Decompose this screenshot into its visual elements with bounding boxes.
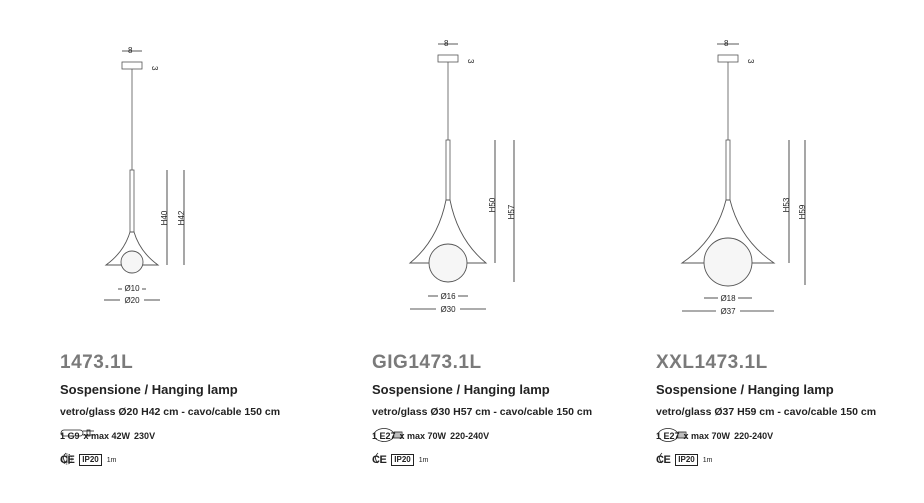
bulb-type: 1 E27 bbox=[372, 431, 396, 441]
dim-canopy-height: 3 bbox=[746, 59, 755, 64]
product-spec: vetro/glass Ø37 H59 cm - cavo/cable 150 cm bbox=[656, 406, 877, 418]
bulb-row bbox=[656, 427, 773, 445]
dim-canopy-height: 3 bbox=[150, 66, 159, 71]
product-spec: vetro/glass Ø20 H42 cm - cavo/cable 150 cm bbox=[60, 406, 281, 418]
bulb-row bbox=[372, 427, 489, 445]
bulb-row bbox=[60, 427, 155, 445]
g9-bulb-icon bbox=[60, 427, 96, 439]
ce-mark: CE bbox=[372, 454, 387, 466]
canopy bbox=[718, 55, 738, 62]
ip-rating: IP20 bbox=[79, 454, 101, 466]
dim-outer-height: H42 bbox=[177, 210, 186, 226]
lamp-1473-drawing bbox=[0, 0, 300, 340]
ip-rating: IP20 bbox=[675, 454, 697, 466]
product-code: 1473.1L bbox=[60, 352, 134, 373]
bulb-type: 1 E27 bbox=[656, 431, 680, 441]
ce-mark: CE bbox=[60, 454, 75, 466]
product-type: Sospensione / Hanging lamp bbox=[60, 382, 238, 397]
bulb-power: x max 70W bbox=[399, 431, 447, 441]
canopy bbox=[122, 62, 142, 69]
bulb-power: x max 42W bbox=[83, 431, 131, 441]
bulb-power: x max 70W bbox=[683, 431, 731, 441]
dim-diam-large: Ø37 bbox=[720, 307, 736, 316]
lamp-gig1473-drawing bbox=[300, 0, 600, 340]
product-code: GIG1473.1L bbox=[372, 352, 482, 373]
lamp-xxl1473-drawing bbox=[600, 0, 900, 340]
bulb-voltage: 230V bbox=[134, 431, 156, 441]
product-spec: vetro/glass Ø30 H57 cm - cavo/cable 150 cm bbox=[372, 406, 593, 418]
product-xxl1473 bbox=[600, 0, 900, 503]
dim-diam-large: Ø20 bbox=[124, 296, 140, 305]
dim-inner-height: H40 bbox=[160, 210, 169, 226]
dim-canopy-width: 8 bbox=[724, 39, 729, 48]
bulb-voltage: 220-240V bbox=[450, 431, 490, 441]
product-gig1473 bbox=[300, 0, 600, 503]
dim-inner-height: H53 bbox=[782, 197, 791, 213]
cable-length-label: 1m bbox=[418, 456, 429, 464]
product-type: Sospensione / Hanging lamp bbox=[372, 382, 550, 397]
dim-canopy-width: 8 bbox=[128, 46, 133, 55]
cable-icon bbox=[656, 452, 664, 464]
cert-row bbox=[372, 452, 428, 468]
cable-icon bbox=[60, 452, 68, 464]
e27-bulb-icon bbox=[372, 427, 406, 443]
ip-rating: IP20 bbox=[391, 454, 413, 466]
dim-outer-height: H57 bbox=[507, 204, 516, 220]
bulb-type: 1 G9 bbox=[60, 431, 80, 441]
glass-sphere bbox=[429, 244, 467, 282]
e27-bulb-icon bbox=[656, 427, 690, 443]
cert-row bbox=[60, 452, 116, 468]
cable-icon bbox=[372, 452, 380, 464]
glass-sphere bbox=[121, 251, 143, 273]
product-type: Sospensione / Hanging lamp bbox=[656, 382, 834, 397]
dim-outer-height: H59 bbox=[798, 204, 807, 220]
glass-sphere bbox=[704, 238, 752, 286]
bulb-voltage: 220-240V bbox=[734, 431, 774, 441]
dim-diam-small: Ø18 bbox=[720, 294, 736, 303]
cable-length-label: 1m bbox=[106, 456, 117, 464]
product-code: XXL1473.1L bbox=[656, 352, 768, 373]
dim-diam-small: Ø10 bbox=[124, 284, 140, 293]
dim-diam-small: Ø16 bbox=[440, 292, 456, 301]
ce-mark: CE bbox=[656, 454, 671, 466]
dim-canopy-width: 8 bbox=[444, 39, 449, 48]
dim-canopy-height: 3 bbox=[466, 59, 475, 64]
dim-inner-height: H50 bbox=[488, 197, 497, 213]
canopy bbox=[438, 55, 458, 62]
product-1473 bbox=[0, 0, 300, 503]
cable-length-label: 1m bbox=[702, 456, 713, 464]
cert-row bbox=[656, 452, 712, 468]
dim-diam-large: Ø30 bbox=[440, 305, 456, 314]
